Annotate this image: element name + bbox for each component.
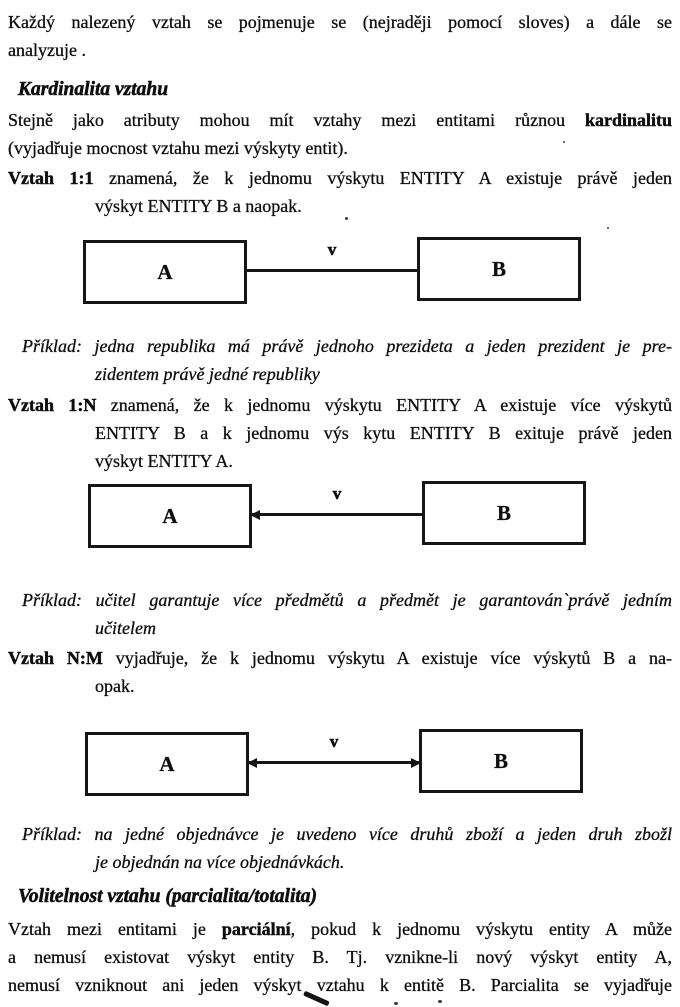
volitelnost-paragraph: [8, 915, 672, 999]
kardinalita-line-1: [8, 106, 672, 134]
vztah-1-1-line-2: výskyt ENTITY B a naopak.: [95, 196, 302, 216]
vztah-1-1-label: Vztah 1:1: [8, 168, 94, 188]
relationship-connector: [247, 240, 417, 304]
scan-speck: [438, 1000, 442, 1003]
entity-box-b: [417, 237, 581, 301]
er-diagram-n-m: [85, 732, 583, 796]
volitelnost-line-2: a nemusí existovat výskyt entity B. Tj. vznikne-li nový výskyt entity A,: [8, 947, 672, 967]
priklad-n-m-line-2: je objednán na více objednávkách.: [95, 852, 345, 872]
volitelnost-line-1: [8, 915, 672, 943]
text-run: vyjadřuje, že k jednomu výskytu A existuje více výskytů B a na-: [102, 648, 672, 668]
relation-name-label: v: [327, 240, 337, 259]
vztah-1-n-definition: [8, 391, 672, 475]
bold-term-parcialni: parciální: [221, 919, 291, 939]
intro-paragraph: [8, 8, 672, 64]
priklad-1-1-line-2: zidentem právě jedné republiky: [95, 364, 320, 384]
vztah-n-m-line-2: opak.: [95, 676, 135, 696]
arrowhead-left-icon: [250, 510, 260, 520]
vztah-1-1-line-1: [8, 164, 672, 192]
entity-a-label: A: [157, 259, 173, 284]
text-run: Vztah mezi entitami je: [8, 919, 222, 939]
priklad-1-1: [22, 332, 672, 388]
relationship-line: [245, 269, 419, 272]
bold-term-kardinalitu: kardinalitu: [584, 110, 672, 130]
section-heading-kardinalita: Kardinalita vztahu: [18, 79, 169, 100]
priklad-1-n: [22, 586, 672, 642]
scan-speck: [607, 227, 609, 229]
priklad-n-m-line-1: Příklad: na jedné objednávce je uvedeno více druhů zboží a jeden druh zbožl: [22, 824, 672, 844]
section-heading-volitelnost: Volitelnost vztahu (parcialita/totalita): [18, 886, 318, 907]
entity-b-label: B: [496, 500, 511, 525]
scan-speck: [394, 1002, 398, 1005]
vztah-1-n-label: Vztah 1:N: [8, 395, 97, 415]
text-run: Stejně jako atributy mohou mít vztahy mezi entitami různou: [8, 110, 585, 130]
relationship-connector: [252, 484, 422, 548]
arrowhead-left-icon: [247, 758, 257, 768]
vztah-1-n-line-2: ENTITY B a k jednomu výs kytu ENTITY B exituje právě jeden: [95, 423, 672, 443]
relation-name-label: v: [332, 484, 342, 503]
priklad-1-1-line-1: Příklad: jedna republika má právě jednoho prezideta a jeden prezident je pre-: [22, 336, 672, 356]
entity-box-a: [85, 732, 249, 796]
volitelnost-line-3: nemusí vzniknout ani jeden výskyt vztahu k entitě B. Parcialita se vyjadřuje: [8, 975, 672, 995]
vztah-n-m-label: Vztah N:M: [8, 648, 103, 668]
text-run: , pokud k jednomu výskytu entity A může: [290, 919, 673, 939]
vztah-1-1-definition: [8, 164, 672, 220]
scan-speck: [345, 217, 348, 220]
vztah-n-m-line-1: [8, 644, 672, 672]
er-diagram-1-n: [88, 484, 586, 548]
entity-b-label: B: [491, 256, 506, 281]
relation-name-label: v: [329, 732, 339, 751]
relationship-line: [250, 513, 424, 516]
er-diagram-1-1: [83, 240, 581, 304]
vztah-1-n-line-3: výskyt ENTITY A.: [95, 451, 233, 471]
vztah-n-m-definition: [8, 644, 672, 700]
entity-a-label: A: [159, 751, 175, 776]
entity-box-b: [422, 481, 586, 545]
priklad-1-n-line-2: učitelem: [95, 618, 156, 638]
entity-box-a: [88, 484, 252, 548]
vztah-1-n-line-1: [8, 391, 672, 419]
intro-line-1: Každý nalezený vztah se pojmenuje se (nejraději pomocí sloves) a dále se: [8, 12, 672, 32]
relationship-line: [247, 761, 421, 764]
intro-line-2: analyzuje .: [8, 40, 86, 60]
priklad-1-n-line-1: Příklad: učitel garantuje více předmětů a předmět je garantován`právě jedním: [22, 590, 672, 610]
kardinalita-paragraph: [8, 106, 672, 162]
entity-b-label: B: [493, 748, 508, 773]
text-run: znamená, že k jednomu výskytu ENTITY A existuje více výskytů: [96, 395, 672, 415]
kardinalita-line-2: (vyjadřuje mocnost vztahu mezi výskyty entit).: [8, 138, 348, 158]
relationship-connector: [249, 732, 419, 796]
entity-box-a: [83, 240, 247, 304]
text-run: znamená, že k jednomu výskytu ENTITY A existuje právě jeden: [93, 168, 672, 188]
entity-box-b: [419, 729, 583, 793]
priklad-n-m: [22, 820, 672, 876]
scan-speck: [563, 141, 565, 143]
entity-a-label: A: [162, 503, 178, 528]
